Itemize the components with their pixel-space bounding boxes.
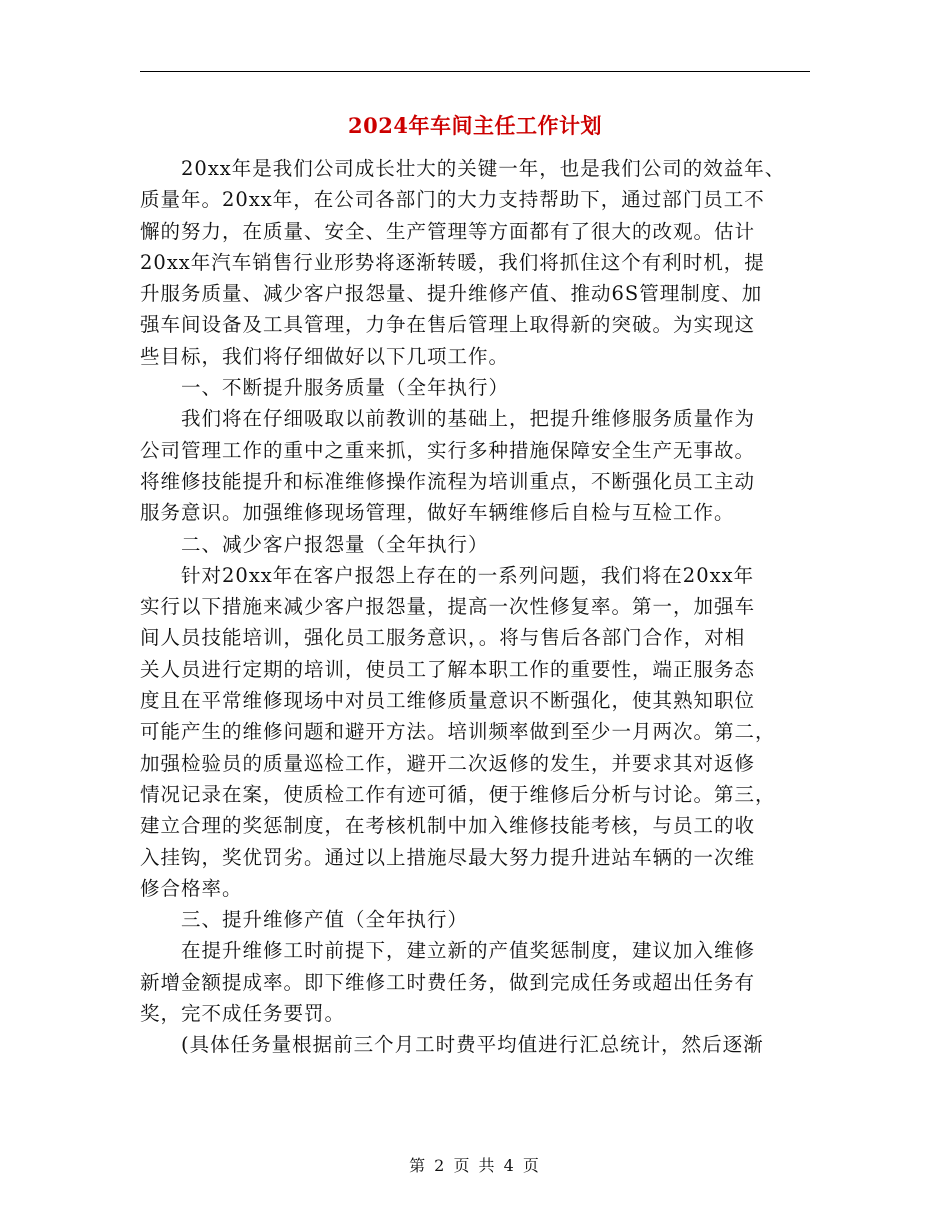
body-line: 新增金额提成率。即下维修工时费任务，做到完成任务或超出任务有: [140, 970, 756, 994]
body-line: 强车间设备及工具管理，力争在售后管理上取得新的突破。为实现这: [140, 313, 756, 337]
body-line: 度且在平常维修现场中对员工维修质量意识不断强化，使其熟知职位: [140, 689, 756, 713]
body-line: 针对20xx年在客户报怨上存在的一系列问题，我们将在20xx年: [140, 563, 755, 587]
body-line: 加强检验员的质量巡检工作，避开二次返修的发生，并要求其对返修: [140, 751, 756, 775]
body-line: 懈的努力，在质量、安全、生产管理等方面都有了很大的改观。估计: [140, 219, 756, 243]
header-rule: [140, 71, 810, 72]
section-heading: 二、减少客户报怨量（全年执行）: [140, 532, 489, 556]
body-line: 将维修技能提升和标准维修操作流程为培训重点，不断强化员工主动: [140, 469, 756, 493]
body-line: 建立合理的奖惩制度，在考核机制中加入维修技能考核，与员工的收: [140, 814, 756, 838]
body-line: 些目标，我们将仔细做好以下几项工作。: [140, 344, 510, 368]
body-line: 20xx年汽车销售行业形势将逐渐转暖，我们将抓住这个有利时机，提: [140, 250, 765, 274]
section-heading: 一、不断提升服务质量（全年执行）: [140, 376, 510, 400]
body-line: 入挂钩，奖优罚劣。通过以上措施尽最大努力提升进站车辆的一次维: [140, 845, 756, 869]
body-line: 我们将在仔细吸取以前教训的基础上，把提升维修服务质量作为: [140, 407, 756, 431]
body-line: 可能产生的维修问题和避开方法。培训频率做到至少一月两次。第二，: [140, 720, 776, 744]
body-line: (具体任务量根据前三个月工时费平均值进行汇总统计，然后逐渐: [140, 1033, 764, 1057]
body-line: 在提升维修工时前提下，建立新的产值奖惩制度，建议加入维修: [140, 939, 756, 963]
document-body: [140, 153, 810, 1061]
body-line: 质量年。20xx年，在公司各部门的大力支持帮助下，通过部门员工不: [140, 188, 765, 212]
body-line: 20xx年是我们公司成长壮大的关键一年，也是我们公司的效益年、: [140, 157, 786, 180]
document-title: 2024年车间主任工作计划: [348, 113, 602, 138]
body-line: 实行以下措施来减少客户报怨量，提高一次性修复率。第一，加强车: [140, 595, 756, 619]
page-number: 第 2 页 共 4 页: [409, 1156, 541, 1175]
section-heading: 三、提升维修产值（全年执行）: [140, 908, 469, 932]
body-line: 公司管理工作的重中之重来抓，实行多种措施保障安全生产无事故。: [140, 438, 756, 462]
body-line: 关人员进行定期的培训，使员工了解本职工作的重要性，端正服务态: [140, 657, 756, 681]
body-line: 间人员技能培训，强化员工服务意识，。将与售后各部门合作，对相: [140, 626, 746, 650]
body-line: 情况记录在案，使质检工作有迹可循，便于维修后分析与讨论。第三，: [140, 782, 776, 806]
body-line: 奖，完不成任务要罚。: [140, 1002, 346, 1026]
body-line: 服务意识。加强维修现场管理，做好车辆维修后自检与互检工作。: [140, 501, 735, 525]
body-line: 升服务质量、减少客户报怨量、提升维修产值、推动6S管理制度、加: [140, 282, 763, 306]
body-line: 修合格率。: [140, 876, 243, 900]
